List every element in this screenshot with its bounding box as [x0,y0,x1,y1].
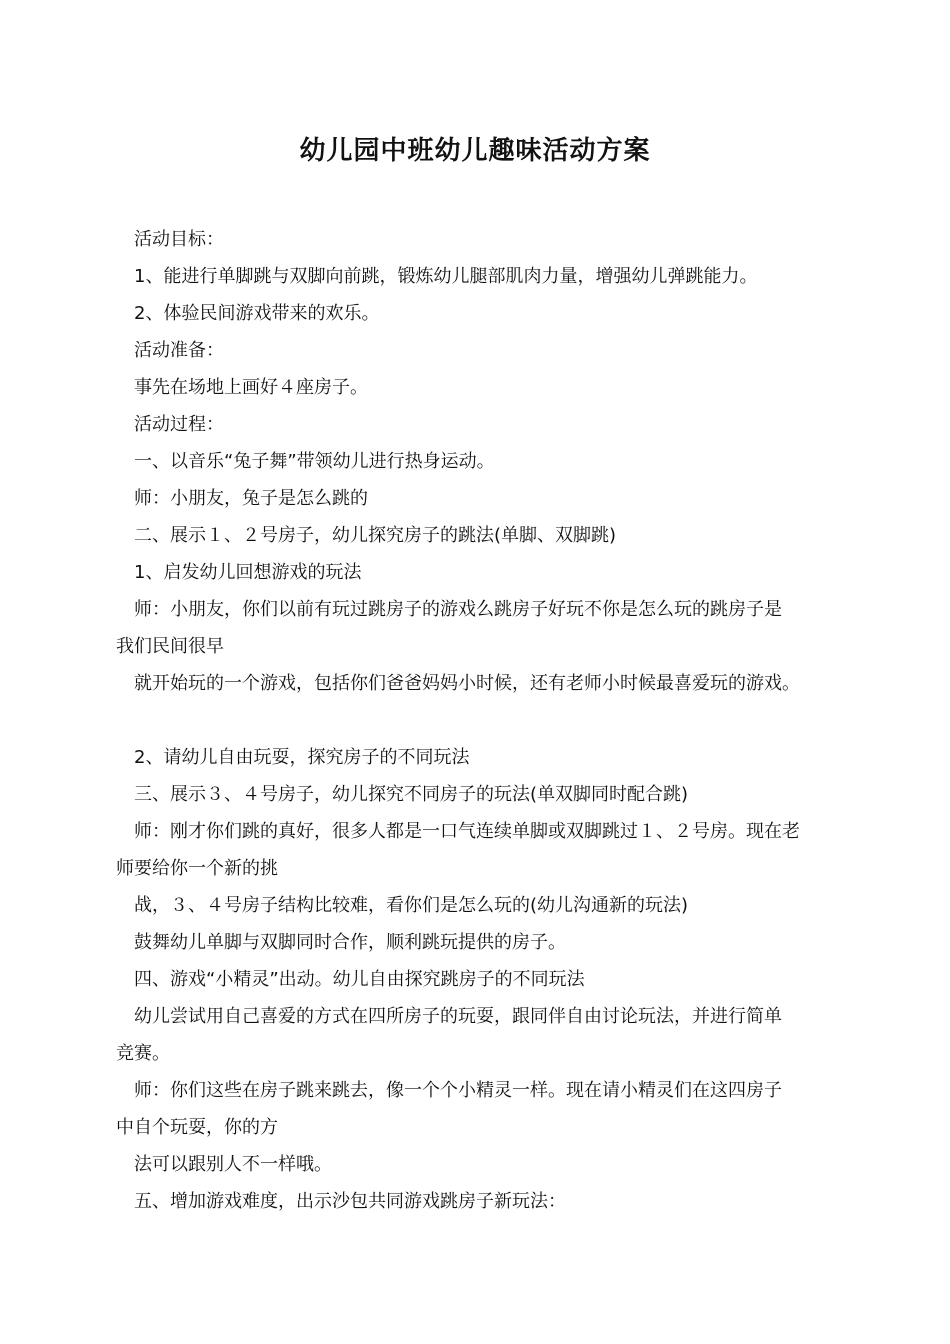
paragraph-step-2: 二、展示１、２号房子，幼儿探究房子的跳法(单脚、双脚跳) [134,525,617,546]
paragraph-step-5: 五、增加游戏难度，出示沙包共同游戏跳房子新玩法： [134,1191,566,1212]
paragraph-step-2-2: 2、请幼儿自由玩耍，探究房子的不同玩法 [134,747,470,768]
paragraph-teacher-question: 师：小朋友，兔子是怎么跳的 [134,488,368,509]
paragraph-goal-2: 2、体验民间游戏带来的欢乐。 [134,303,380,324]
paragraph-teacher-speech-2: 师：刚才你们跳的真好，很多人都是一口气连续单脚或双脚跳过１、２号房。现在老 [134,821,800,842]
paragraph-teacher-speech-3: 师：你们这些在房子跳来跳去，像一个个小精灵一样。现在请小精灵们在这四房子 [134,1080,782,1101]
paragraph-teacher-speech-2-cont: 师要给你一个新的挑 [116,858,278,879]
paragraph-step-4: 四、游戏“小精灵”出动。幼儿自由探究跳房子的不同玩法 [134,969,585,990]
paragraph-teacher-speech-1: 师：小朋友，你们以前有玩过跳房子的游戏么跳房子好玩不你是怎么玩的跳房子是 [134,599,782,620]
paragraph-encourage: 鼓舞幼儿单脚与双脚同时合作，顺利跳玩提供的房子。 [134,932,566,953]
paragraph-teacher-speech-3-cont: 中自个玩耍，你的方 [116,1117,278,1138]
paragraph-teacher-speech-2-end: 战，３、４号房子结构比较难，看你们是怎么玩的(幼儿沟通新的玩法) [134,895,689,916]
section-heading-goals: 活动目标： [134,229,224,250]
paragraph-step-3: 三、展示３、４号房子，幼儿探究不同房子的玩法(单双脚同时配合跳) [134,784,689,805]
paragraph-children-try-cont: 竞赛。 [116,1043,170,1064]
paragraph-teacher-speech-1-cont: 我们民间很早 [116,636,224,657]
paragraph-teacher-speech-3-end: 法可以跟别人不一样哦。 [134,1154,332,1175]
paragraph-teacher-speech-1-end: 就开始玩的一个游戏，包括你们爸爸妈妈小时候，还有老师小时候最喜爱玩的游戏。 [134,673,800,694]
paragraph-goal-1: 1、能进行单脚跳与双脚向前跳，锻炼幼儿腿部肌肉力量，增强幼儿弹跳能力。 [134,266,758,287]
document-title: 幼儿园中班幼儿趣味活动方案 [299,136,651,166]
paragraph-step-2-1: 1、启发幼儿回想游戏的玩法 [134,562,362,583]
section-heading-preparation: 活动准备： [134,340,224,361]
paragraph-children-try: 幼儿尝试用自己喜爱的方式在四所房子的玩耍，跟同伴自由讨论玩法，并进行简单 [134,1006,782,1027]
paragraph-preparation: 事先在场地上画好４座房子。 [134,377,368,398]
paragraph-step-1: 一、以音乐“兔子舞”带领幼儿进行热身运动。 [134,451,495,472]
section-heading-process: 活动过程： [134,414,224,435]
